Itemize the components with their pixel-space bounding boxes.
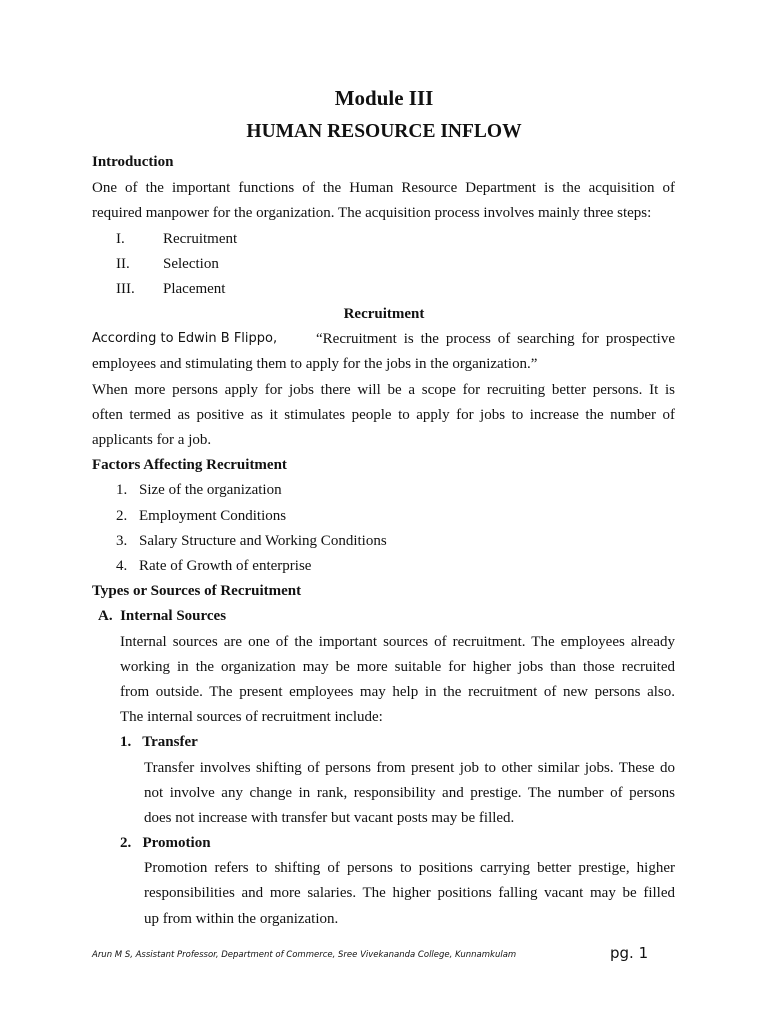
recruitment-para-line-2: often termed as positive as it stimulates people to apply for jobs to increase the number of [92,407,675,423]
step-number-3: III. [116,281,135,297]
recruitment-para-line-3: applicants for a job. [92,432,212,448]
page-number: pg. 1 [610,944,649,962]
factor-label-3: Salary Structure and Working Conditions [139,533,387,549]
quote-attribution: According to Edwin B Flippo, [92,331,278,346]
promotion-heading: 2. Promotion [120,835,211,851]
transfer-line-1: Transfer involves shifting of persons from present job to other similar jobs. These do [144,760,675,776]
introduction-line-1: One of the important functions of the Human Resource Department is the acquisition of [92,180,675,196]
internal-sources-heading: A. Internal Sources [98,608,227,624]
promotion-line-1: Promotion refers to shifting of persons to positions carrying better prestige, higher [144,860,675,876]
factors-heading: Factors Affecting Recruitment [92,457,287,473]
quote-line-1: “Recruitment is the process of searching for prospective [316,331,675,347]
recruitment-para-line-1: When more persons apply for jobs there will be a scope for recruiting better persons. It is [92,382,675,398]
quote-line-2: employees and stimulating them to apply for the jobs in the organization.” [92,356,538,372]
transfer-heading: 1. Transfer [120,734,198,750]
internal-line-1: Internal sources are one of the important sources of recruitment. The employees already [120,634,675,650]
factor-number-3: 3. [116,533,128,549]
introduction-heading: Introduction [92,154,174,170]
recruitment-heading: Recruitment [343,306,425,322]
sources-heading: Types or Sources of Recruitment [92,583,302,599]
transfer-line-3: does not increase with transfer but vacant posts may be filled. [144,810,515,826]
internal-line-2: working in the organization may be more suitable for higher jobs than those recruited [120,659,675,675]
factor-number-4: 4. [116,558,128,574]
factor-label-4: Rate of Growth of enterprise [139,558,312,574]
factor-number-2: 2. [116,508,128,524]
internal-line-3: from outside. The present employees may help in the recruitment of new persons also. [120,684,675,700]
footer-author: Arun M S, Assistant Professor, Department of Commerce, Sree Vivekananda College, Kunnamkulam [92,950,517,960]
promotion-line-2: responsibilities and more salaries. The higher positions falling vacant may be filled [144,885,675,901]
factor-label-2: Employment Conditions [139,508,287,524]
main-title: HUMAN RESOURCE INFLOW [246,121,522,142]
module-title: Module III [334,86,434,110]
step-label-3: Placement [163,281,226,297]
transfer-line-2: not involve any change in rank, responsibility and prestige. The number of persons [144,785,675,801]
internal-line-4: The internal sources of recruitment include: [120,709,383,725]
step-label-1: Recruitment [163,231,238,247]
step-label-2: Selection [163,256,219,272]
introduction-line-2: required manpower for the organization. The acquisition process involves mainly three steps: [92,205,652,221]
promotion-line-3: up from within the organization. [144,911,339,927]
factor-label-1: Size of the organization [139,482,282,498]
step-number-2: II. [116,256,130,272]
step-number-1: I. [116,231,125,247]
factor-number-1: 1. [116,482,128,498]
